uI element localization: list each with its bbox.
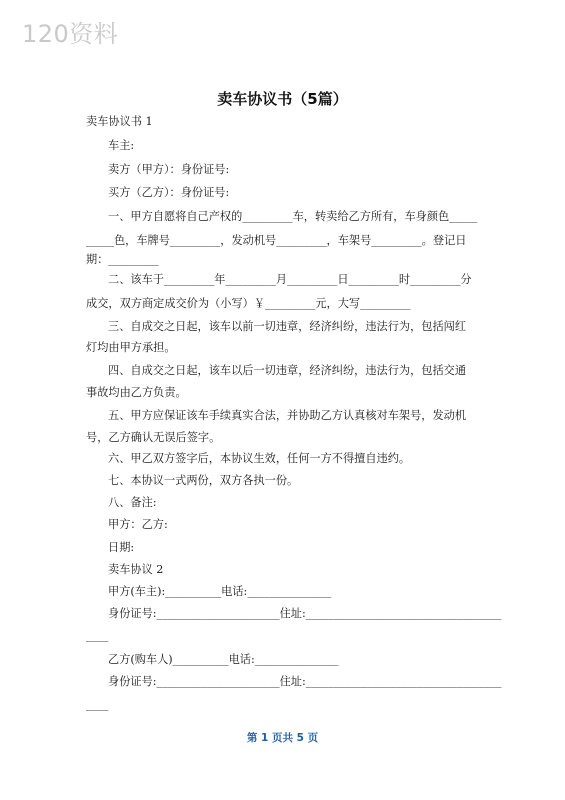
body-line: 买方（乙方）：身份证号: (108, 186, 230, 199)
body-line: 卖方（甲方）：身份证号: (108, 163, 230, 176)
body-line: 七、本协议一式两份，双方各执一份。 (108, 474, 299, 487)
body-line: 灯均由甲方承担。 (86, 341, 176, 354)
body-line: 号，乙方确认无误后签字。 (86, 431, 221, 444)
body-line: 三、自成交之日起，该车以前一切违章，经济纠纷，违法行为，包括闯红 (108, 320, 467, 333)
body-line: 身份证号:______________________住址:___________________________________ (108, 675, 502, 688)
body-line: 八、备注: (108, 496, 157, 509)
body-line: _____色，车牌号_________，发动机号_________，车架号_________。登记日 (86, 234, 467, 247)
section-heading: 卖车协议书 1 (86, 115, 153, 128)
body-line: 一、甲方自愿将自己产权的_________车，转卖给乙方所有，车身颜色_____ (108, 210, 478, 223)
body-line: 六、甲乙双方签字后，本协议生效，任何一方不得擅自违约。 (108, 452, 411, 465)
body-line: 身份证号:______________________住址:___________________________________ (108, 607, 502, 620)
body-line: ____ (86, 629, 109, 642)
section-heading: 卖车协议 2 (108, 563, 164, 576)
body-line: 四、自成交之日起，该车以后一切违章，经济纠纷，违法行为，包括交通 (108, 364, 467, 377)
body-line: 甲方(车主):__________电话:_______________ (108, 585, 332, 598)
body-line: 事故均由乙方负责。 (86, 386, 187, 399)
page-number-footer: 第 1 页共 5 页 (246, 732, 319, 744)
body-line: 五、甲方应保证该车手续真实合法，并协助乙方认真核对车架号，发动机 (108, 409, 467, 422)
body-line: 二、该车于_________年_________月_________日_________时_________分 (108, 273, 472, 286)
body-line: 成交，双方商定成交价为（小写）￥_________元，大写_________ (86, 297, 411, 310)
body-line: 乙方(购车人)__________电话:_______________ (108, 653, 339, 666)
watermark-logo: 120资料 (22, 20, 119, 48)
body-line: 日期: (108, 541, 135, 554)
body-line: 车主: (108, 139, 135, 152)
body-line: 期：_________ (86, 253, 159, 266)
body-line: ____ (86, 698, 109, 711)
body-line: 甲方：乙方: (108, 518, 168, 531)
document-title: 卖车协议书（5篇） (217, 90, 348, 108)
